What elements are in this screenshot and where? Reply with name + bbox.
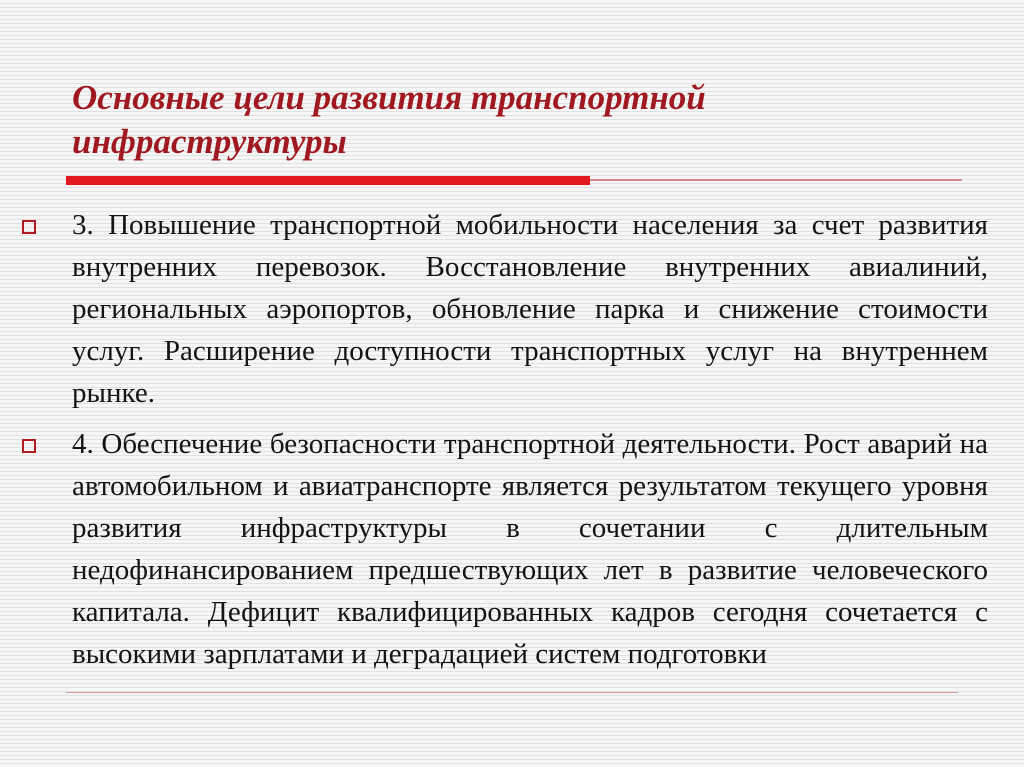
title-underline-accent-bar bbox=[66, 176, 590, 185]
hollow-square-bullet-icon bbox=[22, 220, 36, 234]
bullet-item-3 bbox=[0, 204, 1024, 414]
footer-divider-line bbox=[66, 692, 958, 693]
bullet-list bbox=[0, 204, 1024, 675]
bullet-text: 3. Повышение транспортной мобильности населения за счет развития внутренних перевозок. Восстановление внутренних авиалиний, региональных аэропортов, обновление парка и снижение стоимости услуг. Расширение доступности транспортных услуг на внутреннем рынке. bbox=[72, 209, 988, 409]
slide-title: Основные цели развития транспортной инфраструктуры bbox=[72, 78, 706, 161]
hollow-square-bullet-icon bbox=[22, 439, 36, 453]
bullet-item-4 bbox=[0, 423, 1024, 675]
title-underline-thin-line bbox=[590, 179, 962, 181]
bullet-text: 4. Обеспечение безопасности транспортной деятельности. Рост аварий на автомобильном и авиатранспорте является результатом текущего уровня развития инфраструктуры в сочетании с длительным недофинансированием предшествующих лет в развитие человеческого капитала. Дефицит квалифицированных кадров сегодня сочетается с высокими зарплатами и деградацией систем подготовки bbox=[72, 428, 988, 670]
